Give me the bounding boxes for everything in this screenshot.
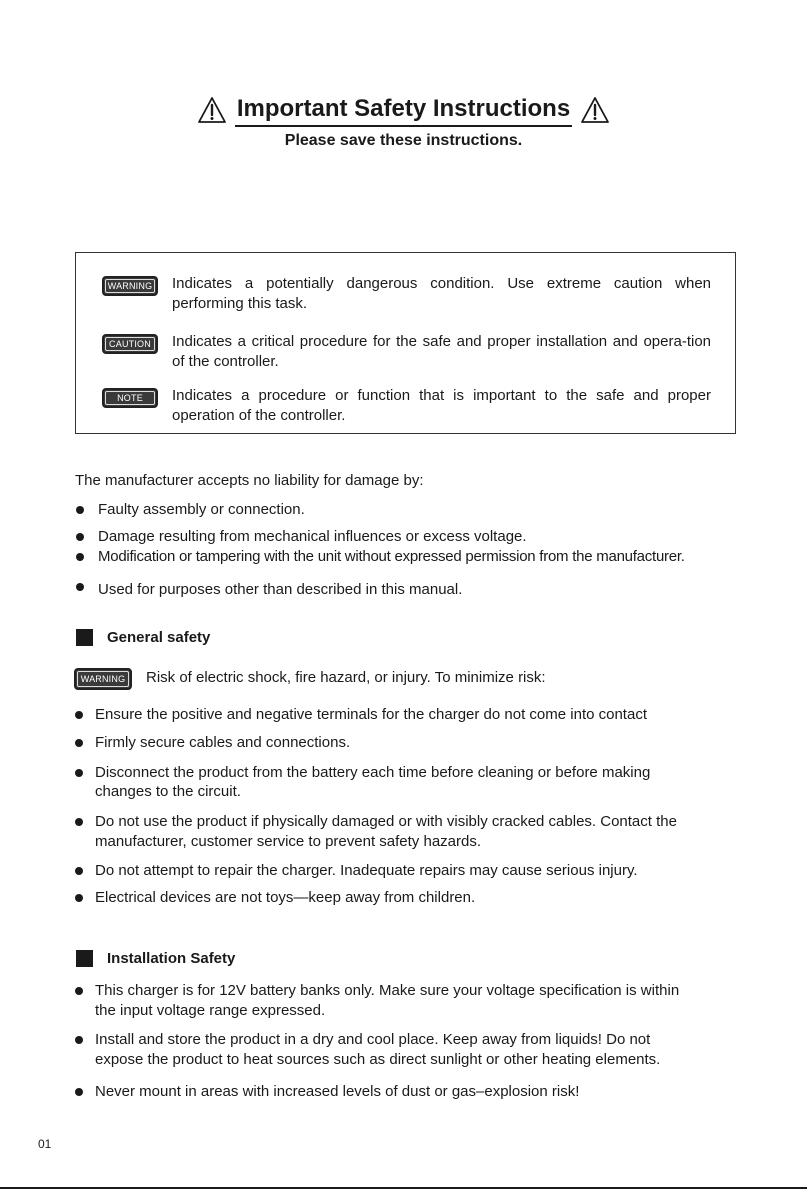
page-title: Important Safety Instructions bbox=[235, 94, 572, 127]
installation-item: This charger is for 12V battery banks only. Make sure your voltage specification is within bbox=[95, 982, 680, 999]
bullet-dot bbox=[75, 1036, 83, 1044]
legend-text: Indicates a procedure or function that is important to the safe and proper operation of the controller. bbox=[172, 387, 711, 424]
legend-text: Indicates a potentially dangerous condition. Use extreme caution when performing this task. bbox=[172, 275, 711, 312]
general-safety-item: Do not use the product if physically damaged or with visibly cracked cables. Contact the bbox=[95, 813, 677, 830]
bullet-dot bbox=[75, 987, 83, 995]
bullet-dot bbox=[75, 711, 83, 719]
title-row bbox=[0, 92, 807, 128]
bullet-dot bbox=[75, 1088, 83, 1096]
warning-badge: WARNING bbox=[102, 276, 158, 296]
general-safety-item: Electrical devices are not toys—keep away from children. bbox=[95, 889, 476, 906]
general-safety-item: Ensure the positive and negative terminals for the charger do not come into contact bbox=[95, 706, 647, 723]
legend-row-note bbox=[102, 388, 711, 428]
general-safety-item: Do not attempt to repair the charger. Inadequate repairs may cause serious injury. bbox=[95, 862, 638, 879]
installation-item: Never mount in areas with increased levels of dust or gas–explosion risk! bbox=[95, 1083, 580, 1100]
legend-row-warning bbox=[102, 276, 711, 316]
bullet-dot bbox=[76, 506, 84, 514]
section-marker bbox=[76, 950, 93, 967]
bullet-dot bbox=[75, 894, 83, 902]
bullet-dot bbox=[75, 769, 83, 777]
installation-item: Install and store the product in a dry and cool place. Keep away from liquids! Do not bbox=[95, 1031, 651, 1048]
legend-box bbox=[75, 252, 736, 434]
warning-triangle-icon bbox=[197, 96, 227, 124]
bullet-dot bbox=[76, 583, 84, 591]
legend-row-caution bbox=[102, 334, 711, 374]
general-safety-item-cont: manufacturer, customer service to prevent safety hazards. bbox=[95, 833, 482, 850]
section-title: Installation Safety bbox=[107, 950, 236, 967]
caution-badge: CAUTION bbox=[102, 334, 158, 354]
warning-triangle-icon bbox=[580, 96, 610, 124]
bullet-dot bbox=[75, 739, 83, 747]
bullet-dot bbox=[75, 867, 83, 875]
installation-item-cont: the input voltage range expressed. bbox=[95, 1002, 326, 1019]
liability-intro: The manufacturer accepts no liability for damage by: bbox=[75, 472, 424, 489]
installation-item-cont: expose the product to heat sources such as direct sunlight or other heating elements. bbox=[95, 1051, 661, 1068]
general-safety-item-cont: changes to the circuit. bbox=[95, 783, 241, 800]
general-safety-item: Disconnect the product from the battery each time before cleaning or before making bbox=[95, 764, 651, 781]
section-general-safety bbox=[76, 629, 210, 646]
risk-text: Risk of electric shock, fire hazard, or injury. To minimize risk: bbox=[146, 669, 546, 686]
bullet-dot bbox=[76, 553, 84, 561]
section-marker bbox=[76, 629, 93, 646]
liability-item: Modification or tampering with the unit without expressed permission from the manufacturer. bbox=[98, 548, 685, 565]
general-safety-item: Firmly secure cables and connections. bbox=[95, 734, 351, 751]
page-subtitle: Please save these instructions. bbox=[284, 132, 523, 149]
note-badge: NOTE bbox=[102, 388, 158, 408]
page-number: 01 bbox=[38, 1137, 52, 1151]
liability-item: Used for purposes other than described in this manual. bbox=[98, 581, 463, 598]
liability-item: Faulty assembly or connection. bbox=[98, 501, 305, 518]
bottom-rule bbox=[0, 1187, 807, 1189]
legend-text: Indicates a critical procedure for the safe and proper installation and opera-tion of the controller. bbox=[172, 333, 711, 370]
liability-item: Damage resulting from mechanical influences or excess voltage. bbox=[98, 528, 527, 545]
bullet-dot bbox=[75, 818, 83, 826]
bullet-dot bbox=[76, 533, 84, 541]
section-title: General safety bbox=[107, 629, 211, 646]
section-installation-safety bbox=[76, 950, 235, 967]
warning-badge: WARNING bbox=[74, 668, 132, 690]
